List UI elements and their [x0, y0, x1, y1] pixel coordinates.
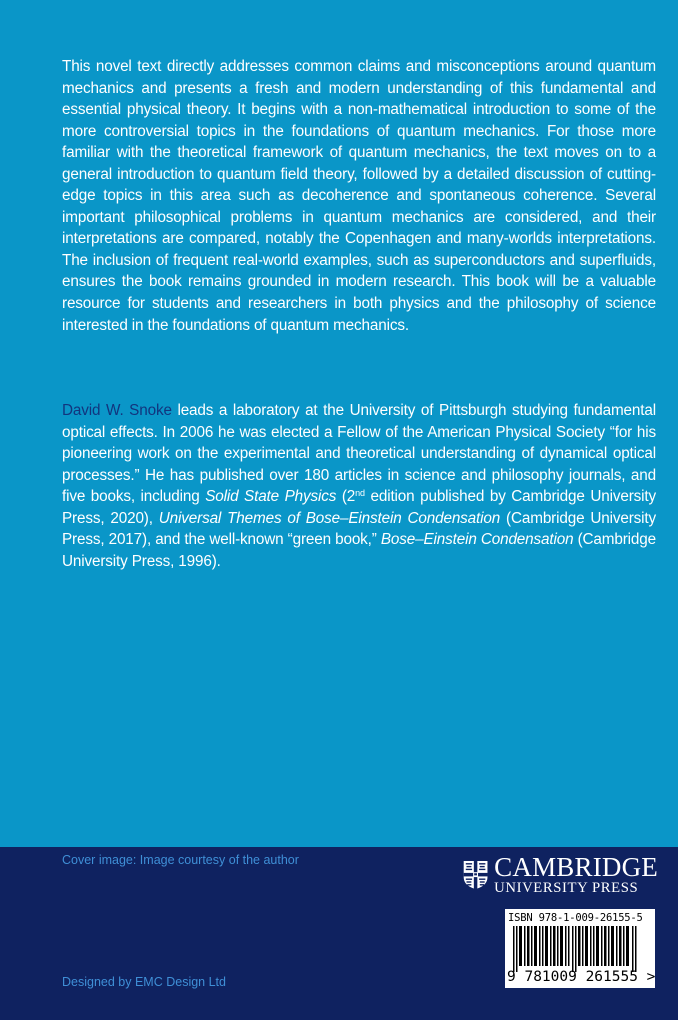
barcode-digits: 9 781009 261555 >: [507, 969, 656, 985]
shield-crest-icon: [463, 854, 488, 896]
cover-image-credit: Cover image: Image courtesy of the author: [62, 853, 299, 867]
barcode-icon: [513, 926, 637, 972]
isbn-barcode: [505, 909, 655, 988]
book-title: Bose–Einstein Condensation: [380, 531, 574, 549]
author-bio: David W. Snoke leads a laboratory at the University of Pittsburgh studying fundamental optical effects. In 2006 he was elected a Fellow of the American Physical Society “for his pioneering work on the experimental and theoretical understanding of dynamical optical processes.” He has published over 180 articles in science and philosophy journals, and five books, including Solid State Physics (2nd edition published by Cambridge University Press, 2020), Universal Themes of Bose–Einstein Condensation (Cambridge University Press, 2017), and the well-known “green book,” Bose–Einstein Condensation (Cambridge University Press, 1996).: [62, 402, 657, 570]
publisher-subtitle: UNIVERSITY PRESS: [494, 880, 639, 896]
author-name: David W. Snoke: [62, 402, 172, 419]
publisher-name: CAMBRIDGE: [494, 852, 658, 882]
cambridge-university-press-logo: [463, 852, 658, 898]
design-credit: Designed by EMC Design Ltd: [62, 975, 226, 989]
isbn-label: ISBN 978-1-009-26155-5: [508, 912, 643, 924]
book-title: Universal Themes of Bose–Einstein Condensation: [158, 509, 501, 527]
book-title: Solid State Physics: [205, 488, 337, 506]
book-description: This novel text directly addresses common claims and misconceptions around quantum mechanics and presents a fresh and modern understanding of this fundamental and essential physical theory. It begins with a non-mathematical introduction to some of the more controversial topics in the foundations of quantum mechanics. For those more familiar with the theoretical framework of quantum mechanics, the text moves on to a general introduction to quantum field theory, followed by a detailed discussion of cutting-edge topics in this area such as decoherence and spontaneous coherence. Several important philosophical problems in quantum mechanics are considered, and their interpretations are compared, notably the Copenhagen and many-worlds interpretations. The inclusion of frequent real-world examples, such as superconductors and superfluids, ensures the book remains grounded in modern research. This book will be a valuable resource for students and researchers in both physics and the philosophy of science interested in the foundations of quantum mechanics.: [62, 58, 656, 334]
publisher-wordmark: [494, 854, 658, 896]
